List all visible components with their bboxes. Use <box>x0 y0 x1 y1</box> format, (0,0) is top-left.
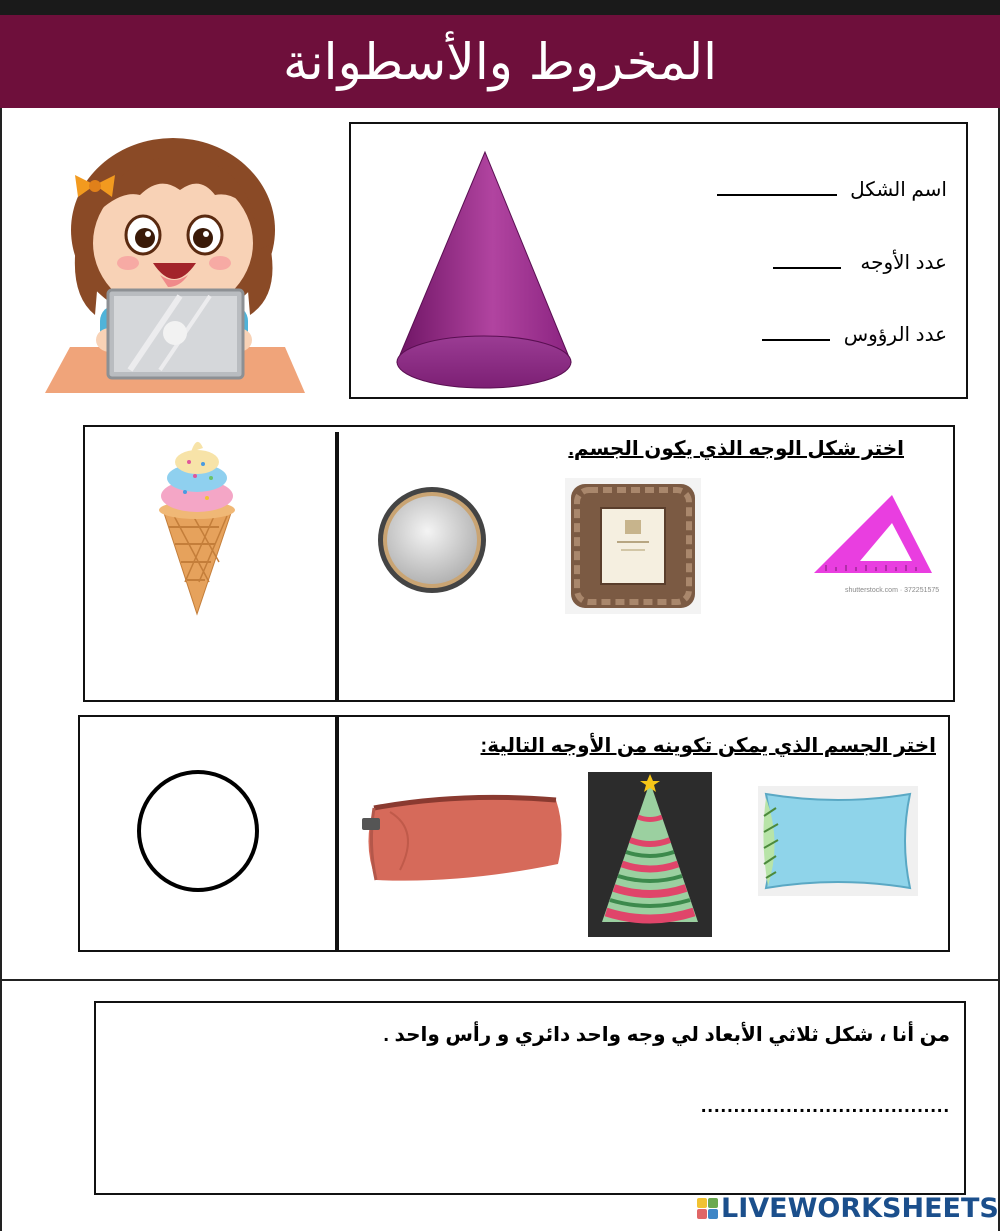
round-mirror-icon[interactable] <box>376 485 488 595</box>
riddle-answer-line[interactable]: ...................................... <box>700 1095 950 1117</box>
shape-name-question <box>717 177 947 202</box>
top-bar <box>0 0 1000 15</box>
picture-frame-icon[interactable] <box>565 478 701 614</box>
cone-tree-icon[interactable] <box>588 772 712 937</box>
title-banner <box>0 15 1000 108</box>
pencil-case-icon[interactable] <box>360 790 565 885</box>
shape-name-answer-blank[interactable] <box>717 192 837 196</box>
vertices-count-answer-blank[interactable] <box>762 337 830 341</box>
logo-grid-icon <box>697 1198 718 1219</box>
page-title: المخروط والأسطوانة <box>282 32 718 91</box>
riddle-text: من أنا ، شكل ثلاثي الأبعاد لي وجه واحد دائري و رأس واحد . <box>383 1024 950 1046</box>
ice-cream-icon <box>155 432 240 617</box>
faces-count-question <box>773 250 947 275</box>
logo-text: LIVEWORKSHEETS <box>721 1193 999 1224</box>
girl-laptop-illustration <box>40 135 310 400</box>
faces-count-label: عدد الأوجه <box>860 252 947 274</box>
faces-count-answer-blank[interactable] <box>773 265 841 269</box>
stock-watermark: shutterstock.com · 372251575 <box>845 587 940 594</box>
vertices-count-question <box>762 322 947 347</box>
circle-face-icon <box>135 768 261 894</box>
face-instruction: اختر شكل الوجه الذي يكون الجسم. <box>568 438 904 460</box>
face-box-separator <box>335 432 339 700</box>
section-divider <box>0 979 1000 981</box>
solid-instruction: اختر الجسم الذي يمكن تكوينه من الأوجه التالية: <box>480 735 936 757</box>
solid-box-separator <box>335 716 339 950</box>
vertices-count-label: عدد الرؤوس <box>843 324 947 346</box>
cone-icon <box>395 150 573 392</box>
liveworksheets-logo <box>697 1193 999 1224</box>
pillow-icon[interactable] <box>758 786 918 896</box>
shape-name-label: اسم الشكل <box>850 179 947 201</box>
triangle-ruler-icon[interactable] <box>812 493 934 577</box>
